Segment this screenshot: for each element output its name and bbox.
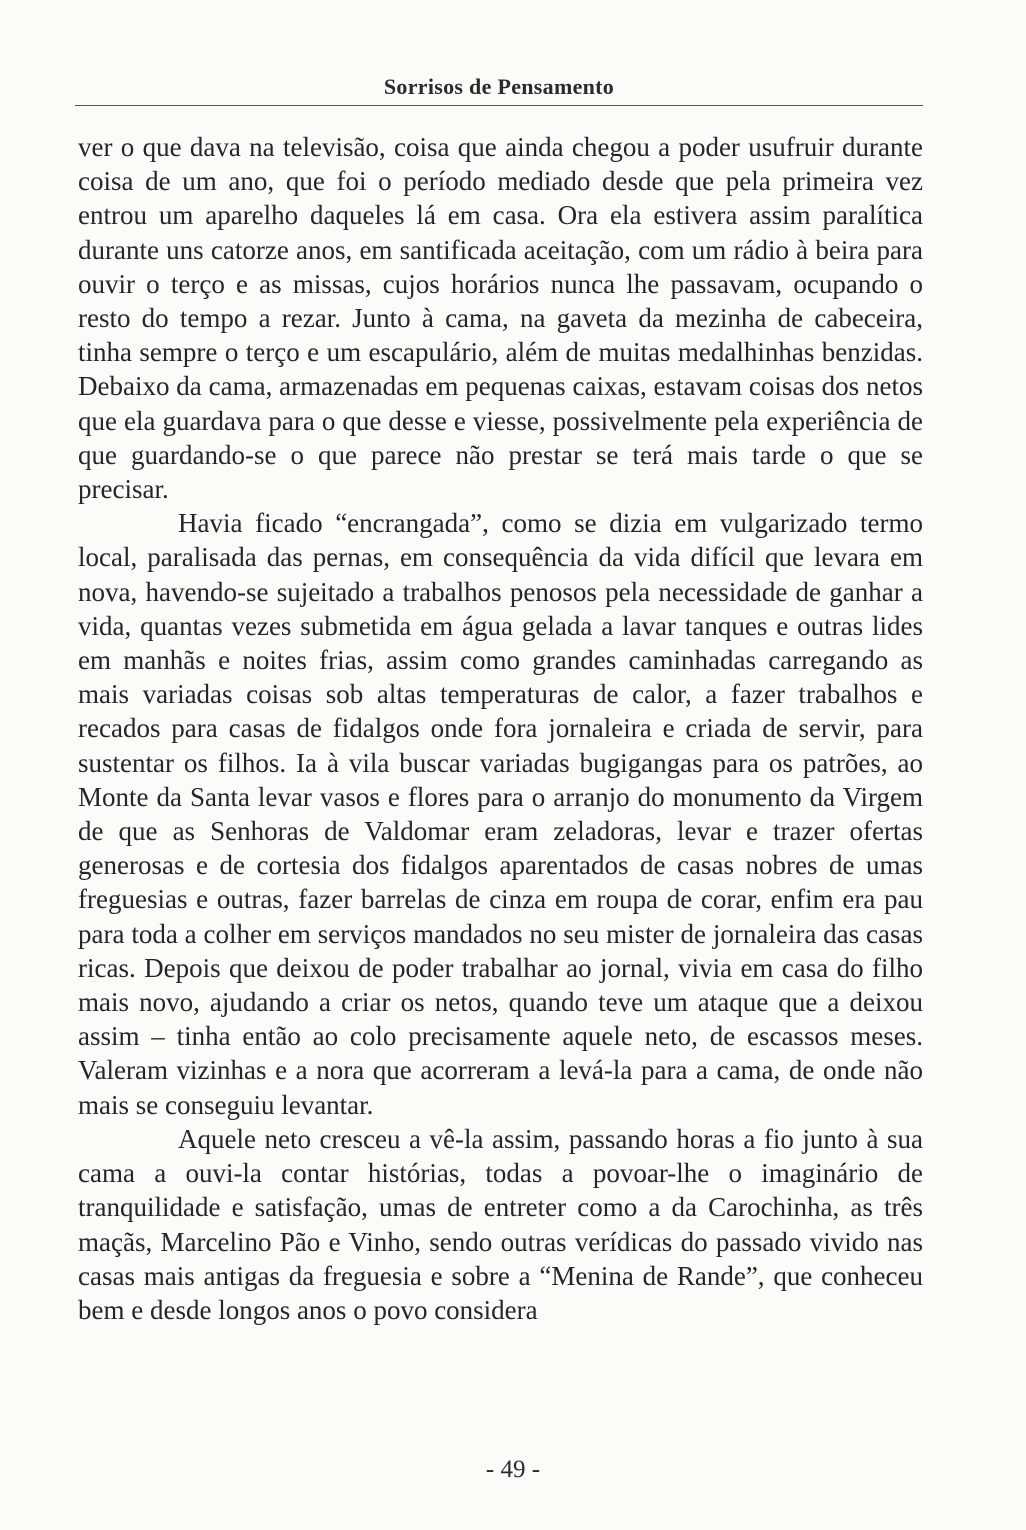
page-number: - 49 - <box>485 1456 541 1483</box>
paragraph: Aquele neto cresceu a vê-la assim, passando horas a fio junto à sua cama a ouvi-la contar histórias, todas a povoar-lhe o imaginário de tranquilidade e satisfação, umas de entreter como a da Carochinha, as três maçãs, Marcelino Pão e Vinho, sendo outras verídicas do passado vivido nas casas mais antigas da freguesia e sobre a “Menina de Rande”, que conheceu bem e desde longos anos o povo considera <box>78 1123 923 1325</box>
paragraph-continued: ver o que dava na televisão, coisa que ainda chegou a poder usufruir durante coisa de um ano, que foi o período mediado desde que pela primeira vez entrou um aparelho daqueles lá em casa. Ora ela estivera assim paralítica durante uns catorze anos, em santificada aceitação, com um rádio à beira para ouvir o terço e as missas, cujos horários nunca lhe passavam, ocupando o resto do tempo a rezar. Junto à cama, na gaveta da mezinha de cabeceira, tinha sempre o terço e um escapulário, além de muitas medalhinhas benzidas. Debaixo da cama, armazenadas em pequenas caixas, estavam coisas dos netos que ela guardava para o que desse e viesse, possivelmente pela experiência de que guardando-se o que parece não prestar se terá mais tarde o que se precisar. <box>78 132 923 505</box>
running-title: Sorrisos de Pensamento <box>383 74 615 99</box>
header-rule <box>75 105 923 106</box>
body-text <box>78 130 923 1327</box>
paragraph: Havia ficado “encrangada”, como se dizia em vulgarizado termo local, paralisada das pernas, em consequência da vida difícil que levara em nova, havendo-se sujeitado a trabalhos penosos pela necessidade de ganhar a vida, quantas vezes submetida em água gelada a lavar tanques e outras lides em manhãs e noites frias, assim como grandes caminhadas carregando as mais variadas coisas sob altas temperaturas de calor, a fazer trabalhos e recados para casas de fidalgos onde fora jornaleira e criada de servir, para sustentar os filhos. Ia à vila buscar variadas bugigangas para os patrões, ao Monte da Santa levar vasos e flores para o arranjo do monumento da Virgem de que as Senhoras de Valdomar eram zeladoras, levar e trazer ofertas generosas e de cortesia dos fidalgos aparentados de casas nobres de umas freguesias e outras, fazer barrelas de cinza em roupa de corar, enfim era pau para toda a colher em serviços mandados no seu mister de jornaleira das casas ricas. Depois que deixou de poder trabalhar ao jornal, vivia em casa do filho mais novo, ajudando a criar os netos, quando teve um ataque que a deixou assim – tinha então ao colo precisamente aquele neto, de escassos meses. Valeram vizinhas e a nora que acorreram a levá-la para a cama, de onde não mais se conseguiu levantar. <box>78 508 923 1120</box>
